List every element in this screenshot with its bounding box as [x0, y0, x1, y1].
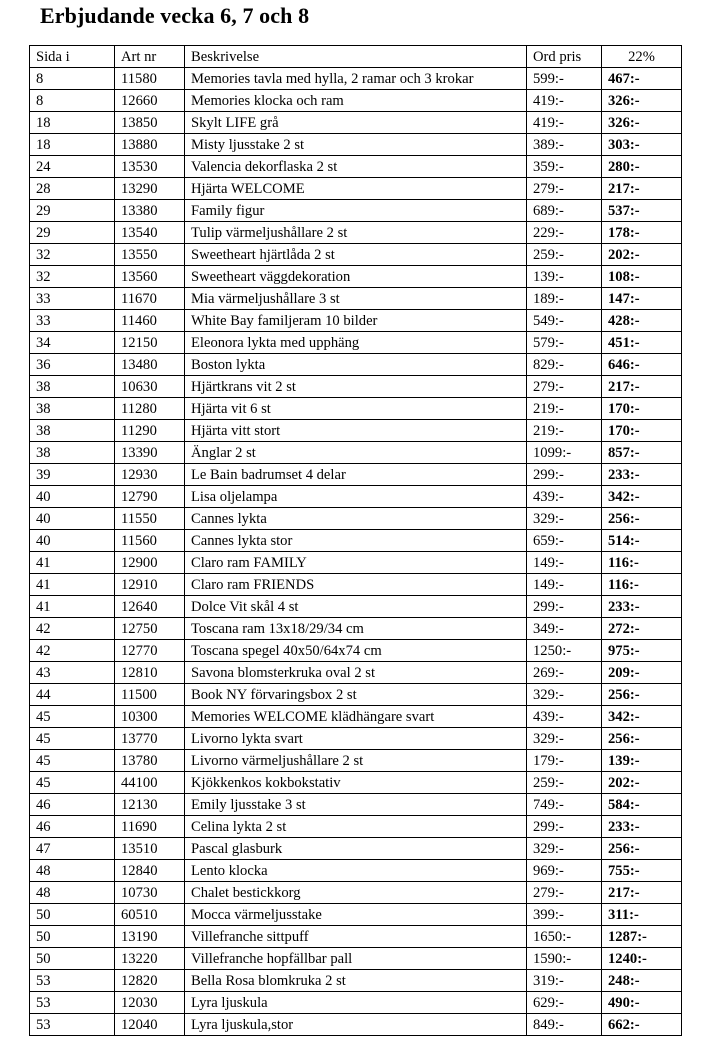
cell-discount-price: 170:- [602, 398, 682, 420]
cell-regular-price: 629:- [527, 992, 602, 1014]
cell-regular-price: 219:- [527, 420, 602, 442]
cell-page: 45 [30, 750, 115, 772]
cell-article-number: 13780 [115, 750, 185, 772]
cell-page: 53 [30, 1014, 115, 1036]
cell-regular-price: 329:- [527, 728, 602, 750]
cell-regular-price: 329:- [527, 838, 602, 860]
cell-page: 29 [30, 200, 115, 222]
cell-article-number: 13880 [115, 134, 185, 156]
cell-regular-price: 329:- [527, 684, 602, 706]
cell-regular-price: 279:- [527, 178, 602, 200]
cell-article-number: 12900 [115, 552, 185, 574]
cell-article-number: 10630 [115, 376, 185, 398]
cell-description: Hjärta vit 6 st [185, 398, 527, 420]
table-row [30, 750, 682, 772]
cell-discount-price: 490:- [602, 992, 682, 1014]
cell-page: 53 [30, 992, 115, 1014]
cell-discount-price: 256:- [602, 508, 682, 530]
cell-page: 34 [30, 332, 115, 354]
cell-page: 33 [30, 310, 115, 332]
cell-regular-price: 849:- [527, 1014, 602, 1036]
cell-discount-price: 451:- [602, 332, 682, 354]
offer-table [29, 45, 682, 1036]
cell-page: 41 [30, 574, 115, 596]
cell-discount-price: 326:- [602, 112, 682, 134]
cell-article-number: 12910 [115, 574, 185, 596]
cell-page: 8 [30, 68, 115, 90]
cell-description: Emily ljusstake 3 st [185, 794, 527, 816]
cell-page: 32 [30, 266, 115, 288]
cell-discount-price: 755:- [602, 860, 682, 882]
cell-article-number: 11460 [115, 310, 185, 332]
cell-discount-price: 326:- [602, 90, 682, 112]
table-row [30, 508, 682, 530]
cell-discount-price: 233:- [602, 816, 682, 838]
table-row [30, 574, 682, 596]
cell-regular-price: 299:- [527, 816, 602, 838]
cell-page: 33 [30, 288, 115, 310]
cell-page: 53 [30, 970, 115, 992]
table-row [30, 464, 682, 486]
table-row [30, 200, 682, 222]
table-row [30, 156, 682, 178]
table-row [30, 706, 682, 728]
table-body [30, 68, 682, 1036]
cell-article-number: 13540 [115, 222, 185, 244]
cell-article-number: 12840 [115, 860, 185, 882]
cell-description: White Bay familjeram 10 bilder [185, 310, 527, 332]
cell-discount-price: 233:- [602, 596, 682, 618]
table-row [30, 398, 682, 420]
cell-article-number: 11500 [115, 684, 185, 706]
cell-article-number: 11550 [115, 508, 185, 530]
cell-description: Sweetheart väggdekoration [185, 266, 527, 288]
cell-description: Toscana ram 13x18/29/34 cm [185, 618, 527, 640]
cell-regular-price: 279:- [527, 882, 602, 904]
header-article-number: Art nr [115, 46, 185, 68]
cell-regular-price: 319:- [527, 970, 602, 992]
cell-regular-price: 829:- [527, 354, 602, 376]
cell-regular-price: 439:- [527, 706, 602, 728]
cell-description: Lento klocka [185, 860, 527, 882]
cell-page: 45 [30, 772, 115, 794]
table-row [30, 244, 682, 266]
cell-page: 41 [30, 596, 115, 618]
cell-description: Mia värmeljushållare 3 st [185, 288, 527, 310]
cell-page: 41 [30, 552, 115, 574]
cell-description: Livorno värmeljushållare 2 st [185, 750, 527, 772]
cell-article-number: 11290 [115, 420, 185, 442]
cell-page: 47 [30, 838, 115, 860]
cell-discount-price: 975:- [602, 640, 682, 662]
cell-discount-price: 202:- [602, 772, 682, 794]
table-row [30, 794, 682, 816]
cell-article-number: 12750 [115, 618, 185, 640]
cell-article-number: 13220 [115, 948, 185, 970]
cell-discount-price: 209:- [602, 662, 682, 684]
cell-description: Lyra ljuskula [185, 992, 527, 1014]
cell-page: 48 [30, 860, 115, 882]
cell-page: 42 [30, 618, 115, 640]
cell-discount-price: 342:- [602, 486, 682, 508]
cell-discount-price: 233:- [602, 464, 682, 486]
table-row [30, 288, 682, 310]
cell-discount-price: 1287:- [602, 926, 682, 948]
cell-page: 50 [30, 948, 115, 970]
table-row [30, 882, 682, 904]
cell-page: 40 [30, 530, 115, 552]
cell-description: Dolce Vit skål 4 st [185, 596, 527, 618]
cell-description: Cannes lykta stor [185, 530, 527, 552]
cell-page: 38 [30, 398, 115, 420]
cell-discount-price: 584:- [602, 794, 682, 816]
cell-article-number: 13190 [115, 926, 185, 948]
cell-discount-price: 537:- [602, 200, 682, 222]
cell-discount-price: 256:- [602, 728, 682, 750]
cell-article-number: 12130 [115, 794, 185, 816]
cell-article-number: 12770 [115, 640, 185, 662]
header-discount-price: 22% [602, 46, 682, 68]
cell-article-number: 10300 [115, 706, 185, 728]
table-row [30, 442, 682, 464]
cell-article-number: 11560 [115, 530, 185, 552]
cell-description: Tulip värmeljushållare 2 st [185, 222, 527, 244]
cell-page: 38 [30, 442, 115, 464]
table-row [30, 112, 682, 134]
cell-regular-price: 349:- [527, 618, 602, 640]
cell-discount-price: 139:- [602, 750, 682, 772]
table-row [30, 662, 682, 684]
cell-description: Pascal glasburk [185, 838, 527, 860]
cell-description: Sweetheart hjärtlåda 2 st [185, 244, 527, 266]
cell-page: 45 [30, 706, 115, 728]
cell-article-number: 13560 [115, 266, 185, 288]
cell-description: Eleonora lykta med upphäng [185, 332, 527, 354]
cell-page: 40 [30, 486, 115, 508]
cell-page: 44 [30, 684, 115, 706]
cell-article-number: 13480 [115, 354, 185, 376]
header-page: Sida i [30, 46, 115, 68]
cell-article-number: 13290 [115, 178, 185, 200]
cell-description: Lisa oljelampa [185, 486, 527, 508]
cell-description: Valencia dekorflaska 2 st [185, 156, 527, 178]
cell-regular-price: 149:- [527, 552, 602, 574]
table-row [30, 354, 682, 376]
cell-page: 50 [30, 926, 115, 948]
table-row [30, 266, 682, 288]
cell-description: Cannes lykta [185, 508, 527, 530]
table-row [30, 948, 682, 970]
cell-description: Claro ram FAMILY [185, 552, 527, 574]
cell-description: Hjärtkrans vit 2 st [185, 376, 527, 398]
cell-discount-price: 467:- [602, 68, 682, 90]
cell-discount-price: 646:- [602, 354, 682, 376]
table-row [30, 904, 682, 926]
cell-regular-price: 279:- [527, 376, 602, 398]
table-row [30, 772, 682, 794]
cell-page: 36 [30, 354, 115, 376]
cell-regular-price: 439:- [527, 486, 602, 508]
cell-discount-price: 256:- [602, 684, 682, 706]
cell-description: Memories WELCOME klädhängare svart [185, 706, 527, 728]
table-row [30, 860, 682, 882]
table-row [30, 728, 682, 750]
cell-description: Livorno lykta svart [185, 728, 527, 750]
cell-article-number: 13550 [115, 244, 185, 266]
cell-page: 46 [30, 794, 115, 816]
cell-regular-price: 549:- [527, 310, 602, 332]
cell-regular-price: 969:- [527, 860, 602, 882]
table-row [30, 486, 682, 508]
cell-page: 43 [30, 662, 115, 684]
table-row [30, 222, 682, 244]
cell-description: Misty ljusstake 2 st [185, 134, 527, 156]
cell-discount-price: 116:- [602, 552, 682, 574]
cell-regular-price: 1099:- [527, 442, 602, 464]
cell-discount-price: 217:- [602, 882, 682, 904]
cell-discount-price: 178:- [602, 222, 682, 244]
cell-discount-price: 1240:- [602, 948, 682, 970]
cell-regular-price: 189:- [527, 288, 602, 310]
cell-discount-price: 116:- [602, 574, 682, 596]
cell-discount-price: 311:- [602, 904, 682, 926]
cell-regular-price: 329:- [527, 508, 602, 530]
cell-regular-price: 139:- [527, 266, 602, 288]
cell-discount-price: 217:- [602, 376, 682, 398]
cell-page: 8 [30, 90, 115, 112]
table-row [30, 926, 682, 948]
cell-description: Memories klocka och ram [185, 90, 527, 112]
cell-article-number: 13850 [115, 112, 185, 134]
cell-regular-price: 179:- [527, 750, 602, 772]
cell-article-number: 11280 [115, 398, 185, 420]
cell-article-number: 12820 [115, 970, 185, 992]
cell-discount-price: 662:- [602, 1014, 682, 1036]
cell-regular-price: 219:- [527, 398, 602, 420]
cell-description: Hjärta vitt stort [185, 420, 527, 442]
table-row [30, 1014, 682, 1036]
cell-description: Family figur [185, 200, 527, 222]
table-row [30, 178, 682, 200]
cell-article-number: 12930 [115, 464, 185, 486]
cell-article-number: 12030 [115, 992, 185, 1014]
cell-discount-price: 248:- [602, 970, 682, 992]
cell-description: Claro ram FRIENDS [185, 574, 527, 596]
cell-article-number: 13380 [115, 200, 185, 222]
cell-article-number: 12660 [115, 90, 185, 112]
table-row [30, 992, 682, 1014]
cell-article-number: 44100 [115, 772, 185, 794]
cell-discount-price: 170:- [602, 420, 682, 442]
table-row [30, 618, 682, 640]
cell-page: 45 [30, 728, 115, 750]
cell-discount-price: 108:- [602, 266, 682, 288]
cell-page: 29 [30, 222, 115, 244]
cell-article-number: 12790 [115, 486, 185, 508]
table-row [30, 134, 682, 156]
cell-regular-price: 259:- [527, 772, 602, 794]
cell-discount-price: 202:- [602, 244, 682, 266]
cell-regular-price: 269:- [527, 662, 602, 684]
cell-regular-price: 1590:- [527, 948, 602, 970]
cell-description: Villefranche hopfällbar pall [185, 948, 527, 970]
table-header-row [30, 46, 682, 68]
table-row [30, 684, 682, 706]
cell-regular-price: 359:- [527, 156, 602, 178]
cell-discount-price: 256:- [602, 838, 682, 860]
cell-page: 50 [30, 904, 115, 926]
table-row [30, 596, 682, 618]
cell-description: Toscana spegel 40x50/64x74 cm [185, 640, 527, 662]
cell-article-number: 11580 [115, 68, 185, 90]
table-row [30, 552, 682, 574]
cell-discount-price: 428:- [602, 310, 682, 332]
cell-description: Memories tavla med hylla, 2 ramar och 3 krokar [185, 68, 527, 90]
cell-page: 24 [30, 156, 115, 178]
table-row [30, 90, 682, 112]
table-row [30, 376, 682, 398]
cell-regular-price: 579:- [527, 332, 602, 354]
table-row [30, 640, 682, 662]
cell-article-number: 12040 [115, 1014, 185, 1036]
cell-article-number: 13770 [115, 728, 185, 750]
cell-discount-price: 217:- [602, 178, 682, 200]
cell-description: Skylt LIFE grå [185, 112, 527, 134]
cell-article-number: 12150 [115, 332, 185, 354]
cell-description: Kjökkenkos kokbokstativ [185, 772, 527, 794]
cell-regular-price: 299:- [527, 596, 602, 618]
cell-page: 40 [30, 508, 115, 530]
cell-regular-price: 689:- [527, 200, 602, 222]
cell-description: Villefranche sittpuff [185, 926, 527, 948]
cell-description: Hjärta WELCOME [185, 178, 527, 200]
cell-regular-price: 1650:- [527, 926, 602, 948]
cell-discount-price: 280:- [602, 156, 682, 178]
table-row [30, 310, 682, 332]
cell-article-number: 11690 [115, 816, 185, 838]
cell-regular-price: 229:- [527, 222, 602, 244]
cell-description: Celina lykta 2 st [185, 816, 527, 838]
document-title: Erbjudande vecka 6, 7 och 8 [40, 3, 310, 28]
cell-description: Boston lykta [185, 354, 527, 376]
cell-regular-price: 659:- [527, 530, 602, 552]
table-row [30, 68, 682, 90]
cell-description: Bella Rosa blomkruka 2 st [185, 970, 527, 992]
cell-description: Le Bain badrumset 4 delar [185, 464, 527, 486]
cell-description: Savona blomsterkruka oval 2 st [185, 662, 527, 684]
cell-discount-price: 303:- [602, 134, 682, 156]
header-description: Beskrivelse [185, 46, 527, 68]
table-row [30, 332, 682, 354]
cell-discount-price: 147:- [602, 288, 682, 310]
cell-regular-price: 419:- [527, 90, 602, 112]
cell-regular-price: 399:- [527, 904, 602, 926]
cell-article-number: 11670 [115, 288, 185, 310]
cell-article-number: 60510 [115, 904, 185, 926]
cell-article-number: 13390 [115, 442, 185, 464]
cell-page: 28 [30, 178, 115, 200]
cell-description: Book NY förvaringsbox 2 st [185, 684, 527, 706]
table-row [30, 530, 682, 552]
header-regular-price: Ord pris [527, 46, 602, 68]
table-row [30, 838, 682, 860]
table-row [30, 420, 682, 442]
cell-article-number: 12810 [115, 662, 185, 684]
cell-discount-price: 514:- [602, 530, 682, 552]
cell-page: 18 [30, 134, 115, 156]
cell-description: Lyra ljuskula,stor [185, 1014, 527, 1036]
cell-description: Chalet bestickkorg [185, 882, 527, 904]
cell-article-number: 12640 [115, 596, 185, 618]
cell-regular-price: 749:- [527, 794, 602, 816]
table-row [30, 970, 682, 992]
cell-discount-price: 272:- [602, 618, 682, 640]
cell-page: 38 [30, 420, 115, 442]
cell-regular-price: 259:- [527, 244, 602, 266]
cell-page: 32 [30, 244, 115, 266]
cell-article-number: 10730 [115, 882, 185, 904]
cell-page: 18 [30, 112, 115, 134]
cell-regular-price: 419:- [527, 112, 602, 134]
cell-description: Änglar 2 st [185, 442, 527, 464]
cell-page: 48 [30, 882, 115, 904]
table-row [30, 816, 682, 838]
cell-page: 42 [30, 640, 115, 662]
cell-discount-price: 857:- [602, 442, 682, 464]
cell-regular-price: 1250:- [527, 640, 602, 662]
cell-description: Mocca värmeljusstake [185, 904, 527, 926]
cell-regular-price: 599:- [527, 68, 602, 90]
cell-page: 46 [30, 816, 115, 838]
cell-page: 39 [30, 464, 115, 486]
cell-regular-price: 389:- [527, 134, 602, 156]
cell-article-number: 13530 [115, 156, 185, 178]
cell-discount-price: 342:- [602, 706, 682, 728]
cell-regular-price: 149:- [527, 574, 602, 596]
cell-page: 38 [30, 376, 115, 398]
cell-article-number: 13510 [115, 838, 185, 860]
cell-regular-price: 299:- [527, 464, 602, 486]
